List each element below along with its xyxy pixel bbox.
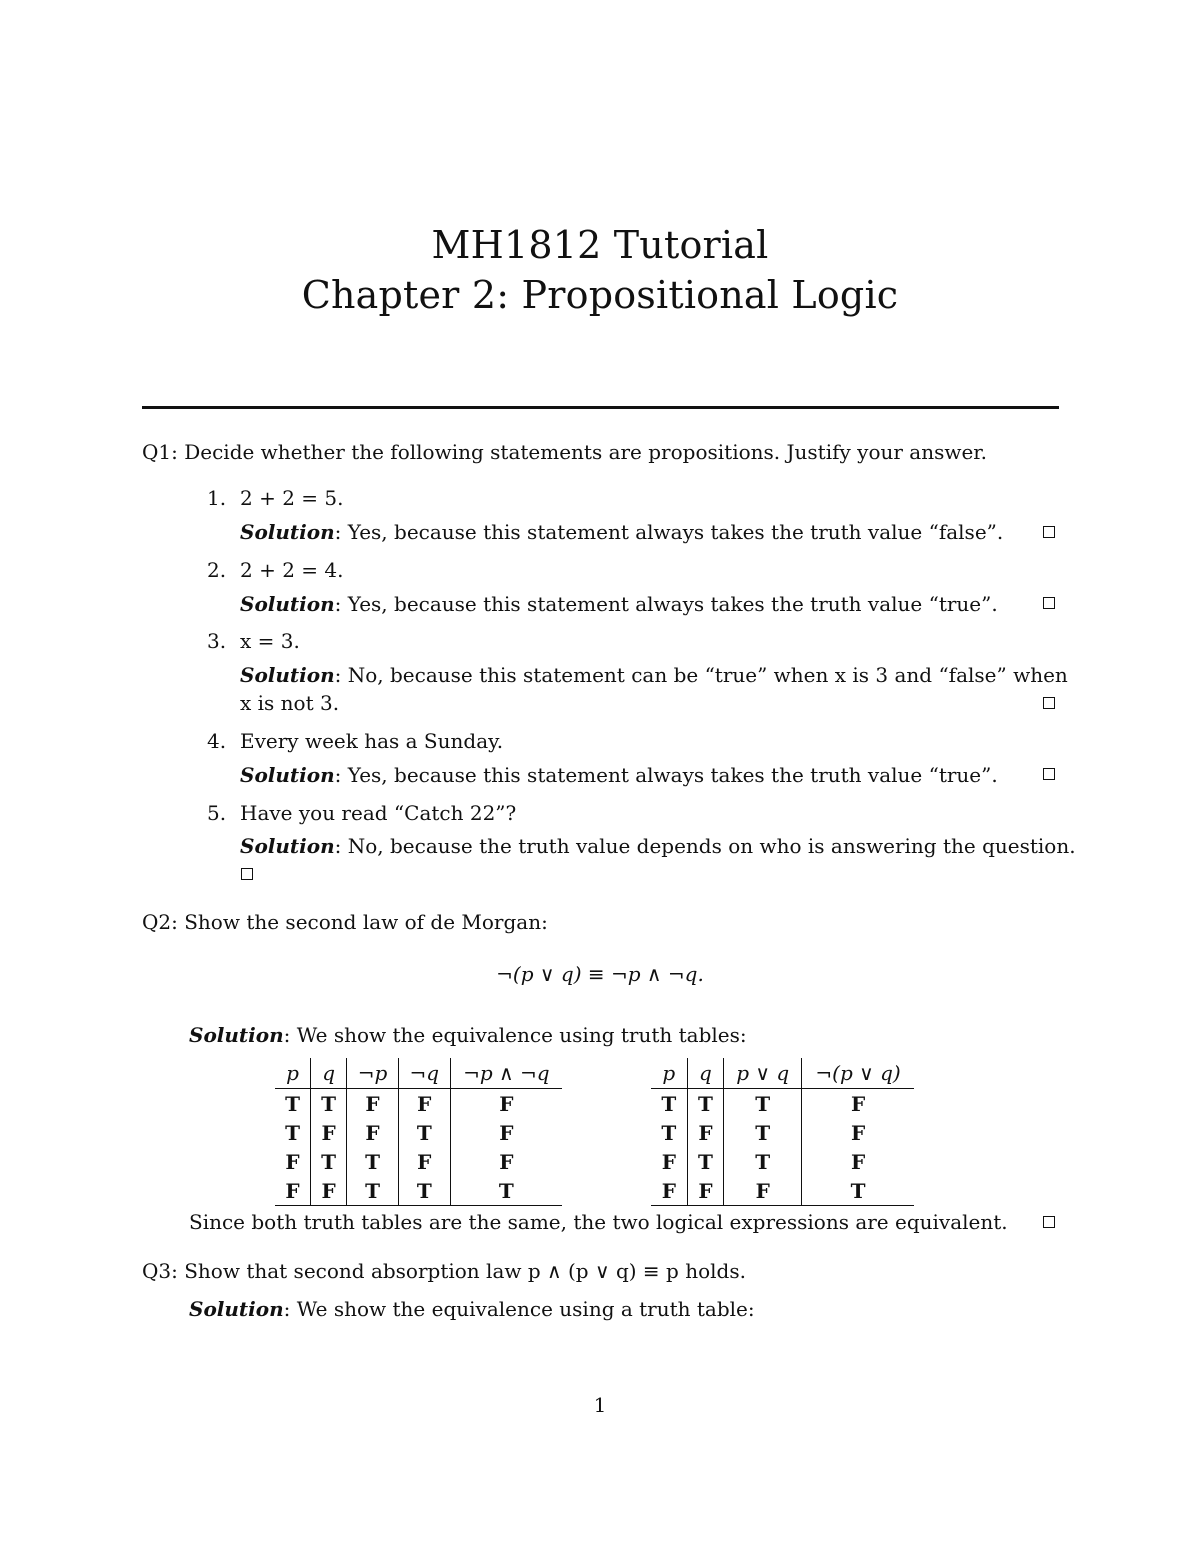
solution-label: Solution	[240, 834, 335, 858]
table-header-cell: p	[651, 1058, 687, 1089]
solution-label: Solution	[189, 1023, 284, 1047]
solution-text: : No, because the truth value depends on who is answering the question.	[334, 834, 1076, 858]
table-cell: T	[285, 1091, 300, 1116]
q2-label: Q2:	[142, 910, 178, 934]
table-row	[651, 1176, 914, 1206]
table-cell: F	[450, 1147, 562, 1176]
table-cell: F	[802, 1089, 914, 1119]
table-row	[275, 1147, 562, 1176]
table-row	[651, 1118, 914, 1147]
table-cell: T	[347, 1147, 399, 1176]
table-cell: T	[347, 1176, 399, 1206]
q1-item-2-solution	[240, 592, 998, 616]
solution-text: : Yes, because this statement always takes the truth value “true”.	[334, 592, 998, 616]
q1-item-3-statement: x = 3.	[240, 629, 300, 653]
table-header-cell: ¬q	[398, 1058, 450, 1089]
table-cell: F	[802, 1118, 914, 1147]
table-cell: F	[311, 1176, 347, 1206]
table-cell: T	[311, 1089, 347, 1119]
page-number: 1	[593, 1393, 607, 1417]
solution-text: : Yes, because this statement always takes the truth value “false”.	[334, 520, 1004, 544]
q1-item-2-statement: 2 + 2 = 4.	[240, 558, 344, 582]
q1-item-5-solution	[240, 834, 1076, 858]
solution-text: : We show the equivalence using truth tables:	[283, 1023, 747, 1047]
qed-box-icon	[1043, 768, 1055, 780]
table-cell: F	[347, 1118, 399, 1147]
document-title: MH1812 Tutorial	[431, 223, 769, 267]
table-cell: T	[687, 1147, 724, 1176]
solution-label: Solution	[240, 520, 335, 544]
q1-label: Q1:	[142, 440, 178, 464]
table-header-cell: ¬(p ∨ q)	[802, 1058, 914, 1089]
q1-item-3-number: 3.	[207, 629, 227, 653]
qed-box-icon	[1043, 1216, 1055, 1228]
table-row	[275, 1118, 562, 1147]
q1-item-4-solution	[240, 763, 998, 787]
q1-item-1-number: 1.	[207, 486, 227, 510]
q1-item-1-statement: 2 + 2 = 5.	[240, 486, 344, 510]
q2-conclusion: Since both truth tables are the same, the two logical expressions are equivalent.	[189, 1210, 1008, 1234]
table-cell: T	[311, 1147, 347, 1176]
table-cell: T	[450, 1176, 562, 1206]
table-cell: F	[347, 1089, 399, 1119]
q3-prompt-line	[142, 1259, 746, 1283]
q3-solution	[189, 1297, 755, 1321]
table-cell: T	[724, 1147, 802, 1176]
table-header-cell: p ∨ q	[724, 1058, 802, 1089]
table-cell: F	[661, 1149, 676, 1174]
qed-box-icon	[241, 868, 253, 880]
table-cell: F	[802, 1147, 914, 1176]
table-cell: T	[661, 1091, 677, 1116]
table-header-cell: ¬p	[347, 1058, 399, 1089]
solution-label: Solution	[240, 592, 335, 616]
solution-label: Solution	[189, 1297, 284, 1321]
table-cell: T	[802, 1176, 914, 1206]
table-cell: T	[724, 1118, 802, 1147]
q3-prompt: Show that second absorption law p ∧ (p ∨ q) ≡ p holds.	[184, 1259, 746, 1283]
table-cell: F	[398, 1147, 450, 1176]
table-cell: F	[724, 1176, 802, 1206]
q1-item-1-solution	[240, 520, 1003, 544]
table-row	[651, 1147, 914, 1176]
q3-label: Q3:	[142, 1259, 178, 1283]
table-cell: F	[398, 1089, 450, 1119]
table-cell: T	[687, 1089, 724, 1119]
q1-item-4-number: 4.	[207, 729, 227, 753]
q1-prompt: Decide whether the following statements are propositions. Justify your answer.	[184, 440, 988, 464]
q1-prompt-line	[142, 440, 987, 464]
table-cell: F	[651, 1176, 687, 1206]
truth-table-right	[651, 1058, 914, 1206]
table-cell: F	[285, 1149, 300, 1174]
table-cell: F	[450, 1089, 562, 1119]
q2-solution	[189, 1023, 747, 1047]
table-header-row	[275, 1058, 562, 1089]
solution-label: Solution	[240, 763, 335, 787]
document-subtitle: Chapter 2: Propositional Logic	[301, 273, 899, 317]
solution-text: : No, because this statement can be “true” when x is 3 and “false” when	[334, 663, 1068, 687]
table-header-cell: ¬p ∧ ¬q	[450, 1058, 562, 1089]
table-header-cell: q	[311, 1058, 347, 1089]
table-cell: F	[687, 1176, 724, 1206]
q1-item-4-statement: Every week has a Sunday.	[240, 729, 504, 753]
table-cell: F	[311, 1118, 347, 1147]
table-cell: T	[398, 1118, 450, 1147]
q1-item-2-number: 2.	[207, 558, 227, 582]
table-row	[651, 1089, 914, 1119]
table-cell: T	[398, 1176, 450, 1206]
qed-box-icon	[1043, 526, 1055, 538]
table-cell: T	[285, 1120, 300, 1145]
horizontal-rule	[142, 406, 1059, 409]
truth-table-left	[275, 1058, 562, 1206]
table-header-cell: q	[687, 1058, 724, 1089]
table-cell: F	[687, 1118, 724, 1147]
qed-box-icon	[1043, 697, 1055, 709]
de-morgan-formula: ¬(p ∨ q) ≡ ¬p ∧ ¬q.	[496, 962, 704, 986]
table-header-row	[651, 1058, 914, 1089]
table-cell: T	[661, 1120, 677, 1145]
q1-item-5-statement: Have you read “Catch 22”?	[240, 801, 517, 825]
q2-prompt-line	[142, 910, 548, 934]
table-cell: T	[724, 1089, 802, 1119]
q1-item-5-number: 5.	[207, 801, 227, 825]
q2-prompt: Show the second law of de Morgan:	[184, 910, 548, 934]
qed-box-icon	[1043, 597, 1055, 609]
table-row	[275, 1176, 562, 1206]
solution-text: : We show the equivalence using a truth table:	[283, 1297, 755, 1321]
q1-item-3-solution-cont: x is not 3.	[240, 691, 340, 715]
q1-item-3-solution	[240, 663, 1068, 687]
table-cell: F	[275, 1176, 311, 1206]
table-cell: F	[450, 1118, 562, 1147]
solution-label: Solution	[240, 663, 335, 687]
solution-text: : Yes, because this statement always takes the truth value “true”.	[334, 763, 998, 787]
table-row	[275, 1089, 562, 1119]
table-header-cell: p	[275, 1058, 311, 1089]
